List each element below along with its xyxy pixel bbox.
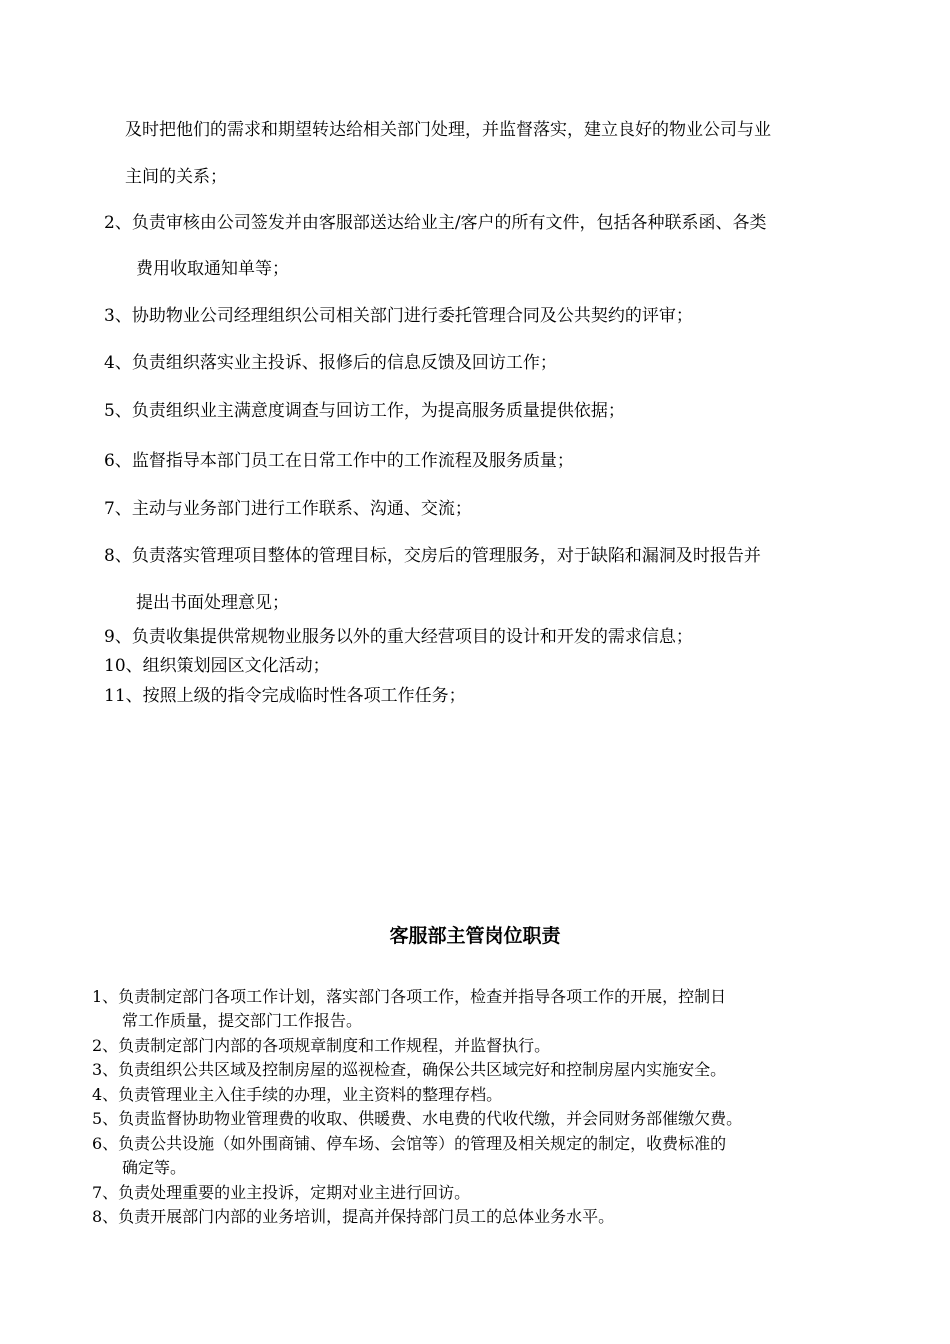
duty-item-continuation: 常工作质量，提交部门工作报告。 — [122, 1011, 363, 1030]
item-text: 负责审核由公司签发并由客服部送达给业主/客户的所有文件，包括各种联系函、各类 — [131, 213, 767, 233]
list-item — [104, 305, 693, 327]
item-text: 主动与业务部门进行工作联系、沟通、交流； — [131, 499, 472, 519]
list-item — [104, 450, 574, 472]
duty-item-continuation: 确定等。 — [122, 1158, 187, 1177]
list-item — [104, 685, 466, 707]
item-number: 4、 — [104, 353, 132, 373]
list-item — [104, 498, 472, 520]
list-item-continuation: 费用收取通知单等； — [136, 259, 289, 279]
item-number: 7、 — [104, 499, 132, 519]
item-text: 负责组织业主满意度调查与回访工作，为提高服务质量提供依据； — [131, 401, 625, 421]
duty-item: 8、负责开展部门内部的业务培训，提高并保持部门员工的总体业务水平。 — [92, 1207, 615, 1226]
duty-item: 5、负责监督协助物业管理费的收取、供暖费、水电费的代收代缴，并会同财务部催缴欠费。 — [92, 1109, 743, 1128]
list-item — [104, 655, 330, 677]
item-number: 11、 — [104, 686, 143, 706]
duty-item: 1、负责制定部门各项工作计划，落实部门各项工作，检查并指导各项工作的开展，控制日 — [92, 987, 727, 1006]
list-item — [104, 545, 761, 567]
item-text: 监督指导本部门员工在日常工作中的工作流程及服务质量； — [131, 451, 574, 471]
duty-item: 6、负责公共设施（如外围商铺、停车场、会馆等）的管理及相关规定的制定，收费标准的 — [92, 1134, 727, 1153]
list-item — [104, 400, 625, 422]
item-text: 组织策划园区文化活动； — [142, 656, 330, 676]
item-number: 9、 — [104, 627, 132, 647]
item-text: 按照上级的指令完成临时性各项工作任务； — [142, 686, 466, 706]
duty-item: 7、负责处理重要的业主投诉，定期对业主进行回访。 — [92, 1183, 471, 1202]
list-item-continuation: 提出书面处理意见； — [136, 593, 289, 613]
item-number: 2、 — [104, 213, 132, 233]
item-number: 10、 — [104, 656, 143, 676]
item-text: 负责组织落实业主投诉、报修后的信息反馈及回访工作； — [131, 353, 557, 373]
item-number: 3、 — [104, 306, 132, 326]
item-text: 负责落实管理项目整体的管理目标，交房后的管理服务，对于缺陷和漏洞及时报告并 — [131, 546, 761, 566]
item-number: 6、 — [104, 451, 132, 471]
duty-item: 4、负责管理业主入住手续的办理，业主资料的整理存档。 — [92, 1085, 503, 1104]
list-item — [104, 626, 693, 648]
paragraph-line: 主间的关系； — [125, 167, 227, 187]
section-title: 客服部主管岗位职责 — [389, 925, 561, 947]
duty-item: 2、负责制定部门内部的各项规章制度和工作规程，并监督执行。 — [92, 1036, 551, 1055]
list-item — [104, 212, 767, 234]
item-text: 负责收集提供常规物业服务以外的重大经营项目的设计和开发的需求信息； — [131, 627, 693, 647]
list-item — [104, 352, 557, 374]
paragraph-line: 及时把他们的需求和期望转达给相关部门处理，并监督落实，建立良好的物业公司与业 — [125, 120, 771, 140]
item-number: 8、 — [104, 546, 132, 566]
duty-item: 3、负责组织公共区域及控制房屋的巡视检查，确保公共区域完好和控制房屋内实施安全。 — [92, 1060, 727, 1079]
item-text: 协助物业公司经理组织公司相关部门进行委托管理合同及公共契约的评审； — [131, 306, 693, 326]
item-number: 5、 — [104, 401, 132, 421]
